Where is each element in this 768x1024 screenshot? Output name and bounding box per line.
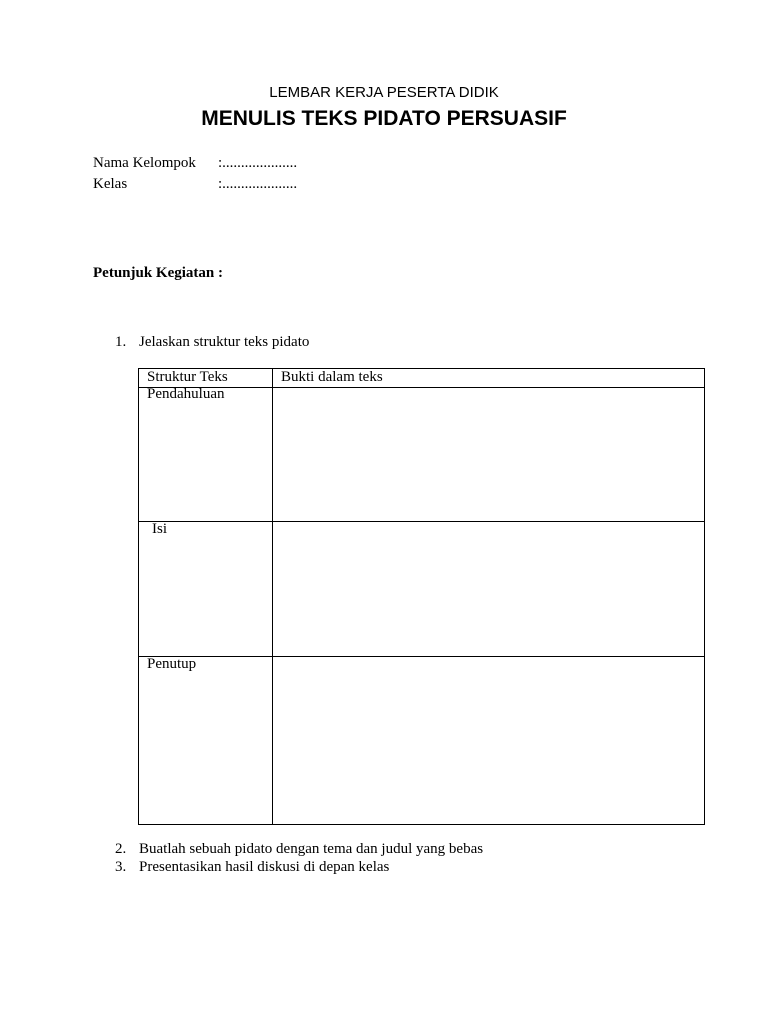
list-item-text: Buatlah sebuah pidato dengan tema dan judul yang bebas [139,841,484,857]
class-label: Kelas [93,176,128,192]
table-cell-evidence[interactable] [281,660,701,820]
list-item-number: 1. [115,334,127,350]
class-field[interactable]: :.................... [218,176,298,192]
table-header-structure: Struktur Teks [147,369,228,385]
list-item-text: Jelaskan struktur teks pidato [139,334,310,350]
structure-table [138,368,705,825]
table-column-divider [272,369,273,824]
table-cell-structure: Penutup [147,656,197,672]
table-cell-evidence[interactable] [281,391,701,515]
table-row-divider [139,521,704,522]
table-cell-structure: Pendahuluan [147,386,225,402]
group-name-label: Nama Kelompok [93,155,196,171]
list-item-text: Presentasikan hasil diskusi di depan kelas [139,859,390,875]
table-row-divider [139,656,704,657]
worksheet-subtitle: LEMBAR KERJA PESERTA DIDIK [269,84,499,101]
list-item-number: 3. [115,859,127,875]
list-item-number: 2. [115,841,127,857]
table-cell-evidence[interactable] [281,525,701,649]
group-name-field[interactable]: :.................... [218,155,298,171]
worksheet-title: MENULIS TEKS PIDATO PERSUASIF [201,107,567,130]
instructions-heading: Petunjuk Kegiatan : [93,265,224,281]
table-cell-structure: Isi [152,521,167,537]
table-header-evidence: Bukti dalam teks [281,369,383,385]
